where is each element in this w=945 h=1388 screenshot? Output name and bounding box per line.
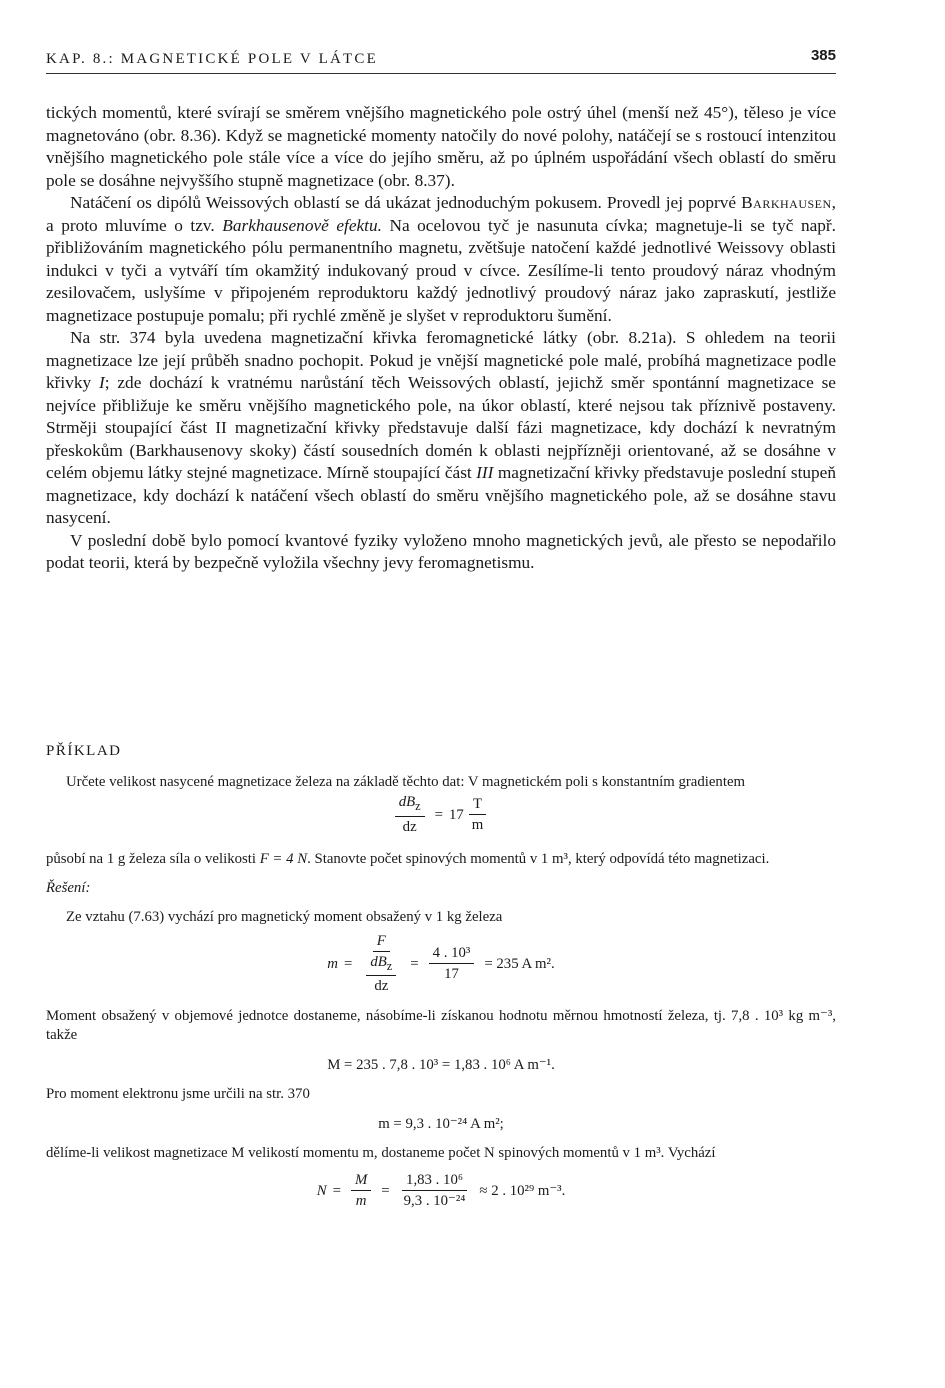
force-fraction — [362, 933, 400, 996]
curve-part-i: I — [98, 373, 105, 392]
equation-electron-moment — [46, 1104, 836, 1144]
paragraph-3 — [46, 327, 836, 530]
p2-text-b: , a proto mluvíme o tzv. — [46, 193, 836, 235]
equation-spin-count — [46, 1163, 836, 1219]
eq3: M = 235 . 7,8 . 10³ = 1,83 . 10⁶ A m⁻¹. — [327, 1056, 555, 1073]
paragraph-2 — [46, 192, 836, 327]
running-head: KAP. 8.: MAGNETICKÉ POLE V LÁTCE — [46, 51, 378, 67]
p2-text-a: Natáčení os dipólů Weissových oblastí se dá ukázat jednoduchým pokusem. Provedl jej poprvé — [70, 193, 737, 212]
eq5-a-den: m — [355, 1193, 367, 1209]
eq2-n-den: 17 — [444, 966, 459, 982]
gradient-fraction — [395, 794, 425, 836]
eq5-equals-2: = — [381, 1182, 390, 1199]
eq2-sub: z — [386, 958, 393, 973]
eq2-n-num: 4 . 10³ — [429, 945, 475, 964]
eq2-equals: = — [343, 955, 353, 972]
curve-part-iii: III — [476, 463, 494, 482]
p3-text-a: Na str. 374 byla uvedena magnetizační křivka feromagnetické látky (obr. 8.21a). S ohledem na teorii magnetizace lze její průběh snadno pochopit. Pokud je vnější magnetické pole malé, probíhá magnetizace podle křivky — [46, 328, 836, 392]
eq5-a-num: M — [354, 1172, 368, 1188]
eq1-equals: = — [434, 806, 443, 823]
eq2-f-num: F — [376, 932, 386, 949]
eq1-value: 17 — [448, 806, 464, 823]
numeric-ratio-fraction — [400, 1172, 470, 1210]
eq1-den: dz — [402, 818, 417, 835]
eq2-result: = 235 A m². — [484, 955, 555, 972]
equation-moment — [46, 927, 836, 1001]
eq1-unit-den: m — [471, 817, 484, 833]
p2-text-c: Na ocelovou tyč je nasunuta cívka; magnetuje-li se tyč např. přibližováním magnetického pólu permanentního magnetu, zvětšuje natočení každé jednotlivé Weissovy oblasti indukci v tyči a vytváří tím okamžitý indukovaný proud v cívce. Zesílíme-li tento proudový náraz vhodným zesilovačem, uslyšíme v připojeném reproduktoru každý jednotlivý proudový náraz jako zapraskutí, jestliže magnetizace postupuje pomalu; při rychlé změně je slyšet v reproduktoru šumění. — [46, 215, 836, 325]
eq5-b-num: 1,83 . 10⁶ — [402, 1172, 467, 1191]
page-number: 385 — [810, 47, 836, 64]
example-task-b — [46, 850, 836, 869]
task-force: F = 4 N — [259, 851, 308, 867]
p3-text-c: magnetizační křivky představuje poslední stupeň magnetizace, kdy dochází k natáčení všech oblastí do směru vnějšího magnetického pole, až se dosáhne stavu nasycení. — [46, 463, 836, 527]
task-b-text: působí na 1 g železa síla o velikosti — [46, 851, 256, 867]
eq5-result: ≈ 2 . 10²⁹ m⁻³. — [479, 1182, 566, 1199]
barkhausen-effect: Barkhausenově efektu. — [222, 215, 382, 235]
solution-step-1: Ze vztahu (7.63) vychází pro magnetický moment obsažený v 1 kg železa — [66, 909, 503, 925]
example-heading: PŘÍKLAD — [46, 743, 122, 759]
eq1-sub: z — [415, 798, 421, 813]
eq2-inner-num: dB — [370, 953, 387, 970]
eq2-lhs: m — [327, 955, 338, 972]
example-task-a: Určete velikost nasycené magnetizace železa na základě těchto dat: V magnetickém poli s konstantním gradientem — [66, 774, 746, 790]
solution-step-2: Moment obsažený v objemové jednotce dostaneme, násobíme-li získanou hodnotu měrnou hmotností železa, tj. 7,8 . 10³ kg m⁻³, takže — [46, 1008, 836, 1043]
page-header — [46, 47, 836, 74]
paragraph-1: tických momentů, které svírají se směrem vnějšího magnetického pole ostrý úhel (menší než 45°), těleso je více magnetováno (obr. 8.36). Když se magnetické momenty natočily do nové polohy, natáčejí se s rostoucí intenzitou vnějšího magnetického pole stále více a více do jejího směru, až po úplném uspořádání všech oblastí do směru pole se dosáhne nejvyššího stupně magnetizace (obr. 8.37). — [46, 103, 836, 190]
equation-gradient — [46, 792, 836, 838]
inner-gradient-fraction — [366, 954, 396, 996]
barkhausen-name: Barkhausen — [741, 193, 832, 212]
eq1-num: dB — [398, 794, 416, 811]
solution-label: Řešení: — [46, 880, 91, 896]
p3-text-b: ; zde dochází k vratnému narůstání těch Weissových oblastí, jejichž směr spontánní magnetizace se nejvíce přibližuje ke směru vnějšího magnetického pole, na úkor oblastí, které nejsou tak příznivě postaveny. Strměji stoupající část II magnetizační křivky představuje další fázi magnetizace, kdy dochází k nevratným přeskokům (Barkhausenovy skoky) částí sousedních domén k oblasti nejpřízněji orientované, až se dosáhne v celém objemu látky stejné magnetizace. Mírně stoupající část — [46, 373, 836, 482]
eq2-inner-den: dz — [374, 978, 389, 995]
solution-step-4: dělíme-li velikost magnetizace M velikostí momentu m, dostaneme počet N spinových momentů v 1 m³. Vychází — [46, 1145, 716, 1161]
unit-fraction — [468, 796, 488, 834]
eq2-equals-2: = — [410, 955, 419, 972]
eq4: m = 9,3 . 10⁻²⁴ A m²; — [378, 1115, 504, 1132]
task-c-text: . Stanovte počet spinových momentů v 1 m³, který odpovídá této magnetizaci. — [307, 851, 770, 867]
eq5-b-den: 9,3 . 10⁻²⁴ — [403, 1193, 466, 1209]
m-fraction — [351, 1172, 371, 1210]
eq5-equals: = — [332, 1182, 341, 1199]
example-block — [46, 773, 836, 1219]
eq1-unit-num: T — [469, 796, 486, 815]
numeric-fraction — [429, 945, 475, 983]
eq5-lhs: N — [316, 1182, 327, 1199]
solution-step-3: Pro moment elektronu jsme určili na str. 370 — [46, 1086, 310, 1102]
body-text — [46, 102, 836, 575]
equation-magnetization — [46, 1045, 836, 1085]
paragraph-4: V poslední době bylo pomocí kvantové fyziky vyloženo mnoho magnetických jevů, ale přesto se nepodařilo podat teorii, která by bezpečně vyložila všechny jevy feromagnetismu. — [46, 530, 836, 572]
